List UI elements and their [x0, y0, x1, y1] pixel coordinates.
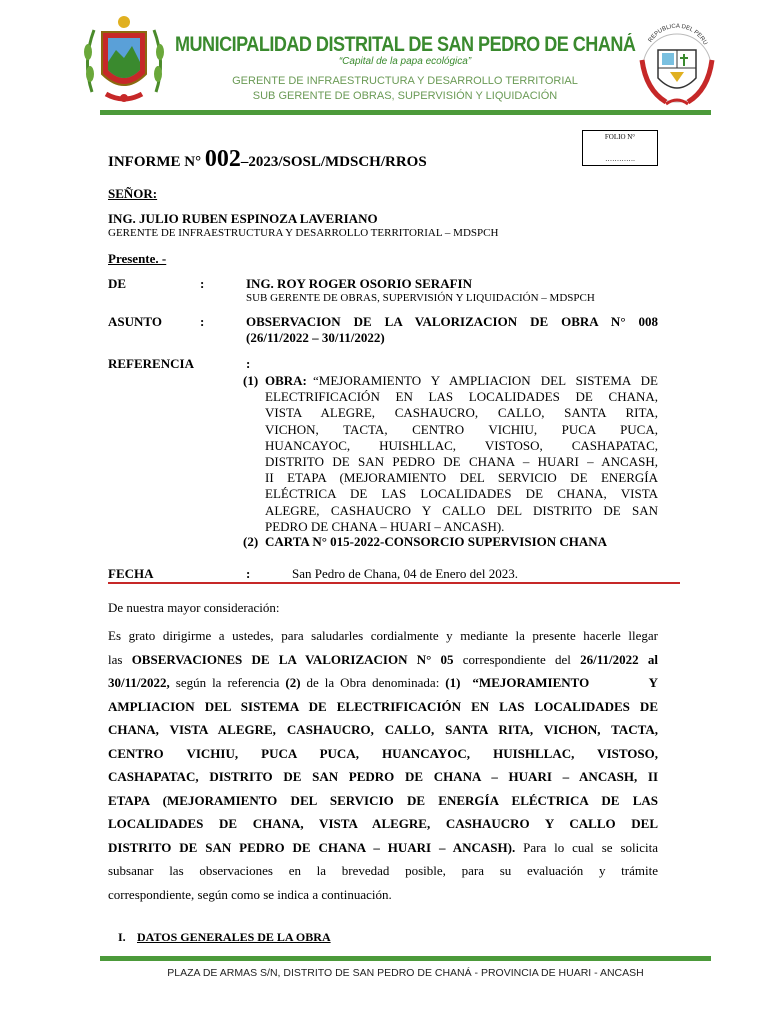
body-line: Es grato dirigirme a ustedes, para saludarles cordialmente y mediante la presente hacerle llegar [108, 628, 658, 643]
office-line-2: SUB GERENTE DE OBRAS, SUPERVISIÓN Y LIQUIDACIÓN [252, 90, 558, 102]
svg-text:REPUBLICA DEL PERU: REPUBLICA DEL PERU [647, 23, 708, 47]
informe-suffix: –2023/SOSL/MDSCH/RROS [240, 154, 427, 170]
ref1-line: ELECTRIFICACIÓN EN LAS LOCALIDADES DE CHANA, [265, 389, 658, 405]
body-text: según la referencia [169, 675, 286, 690]
body-bold: DISTRITO DE SAN PEDRO DE CHANA – HUARI – ANCASH). [108, 839, 516, 855]
municipality-title: MUNICIPALIDAD DISTRITAL DE SAN PEDRO DE CHANÁ [175, 33, 636, 56]
body-line: CENTRO VICHIU, PUCA PUCA, HUANCAYOC, HUISHLLAC, VISTOSO, [108, 745, 658, 761]
body-line: ETAPA (MEJORAMIENTO DEL SERVICIO DE ENERGÍA ELÉCTRICA DE LAS [108, 792, 658, 808]
presente-label: Presente. - [108, 251, 167, 266]
ref1-line: ALEGRE, CASHAUCRO Y CALLO DEL DISTRITO DE SAN [265, 502, 658, 518]
asunto-label: ASUNTO [108, 314, 162, 329]
greeting: De nuestra mayor consideración: [108, 600, 280, 615]
ref1-line: PEDRO DE CHANA – HUARI – ANCASH). [265, 518, 505, 534]
de-colon: : [200, 276, 205, 291]
ref1-heading: OBRA: [265, 373, 307, 388]
ref1-line: II ETAPA (MEJORAMIENTO DEL SERVICIO DE ENERGÍA [265, 470, 658, 486]
footer-address: PLAZA DE ARMAS S/N, DISTRITO DE SAN PEDRO DE CHANÁ - PROVINCIA DE HUARI - ANCASH [167, 967, 644, 979]
salutation: SEÑOR: [108, 186, 158, 201]
body-bold: 30/11/2022, [108, 675, 170, 690]
ref1-description [265, 373, 658, 535]
de-position: SUB GERENTE DE OBRAS, SUPERVISIÓN Y LIQUIDACIÓN – MDSPCH [246, 292, 595, 304]
referencia-label: REFERENCIA [108, 356, 194, 371]
fecha-divider [108, 582, 680, 584]
body-line: CHANA, VISTA ALEGRE, CASHAUCRO, CALLO, SANTA RITA, VICHON, TACTA, [108, 722, 658, 737]
body-text: de la Obra denominada: [300, 675, 446, 690]
body-line: CASHAPATAC, DISTRITO DE SAN PEDRO DE CHANA – HUARI – ANCASH, II [108, 769, 658, 784]
body-line [108, 648, 658, 672]
header-divider [100, 110, 711, 115]
body-line: LOCALIDADES DE CHANA, VISTA ALEGRE, CASHAUCRO Y CALLO DEL [108, 816, 658, 831]
body-line [108, 836, 658, 860]
body-paragraph [108, 624, 658, 906]
addressee-position: GERENTE DE INFRAESTRUCTURA Y DESARROLLO TERRITORIAL – MDSPCH [108, 227, 499, 239]
peru-national-seal-logo [636, 20, 718, 110]
ref1-line: VICHON, TACTA, CENTRO VICHIU, PUCA PUCA, [265, 421, 658, 437]
ref2-number: (2) [243, 534, 259, 549]
body-line: correspondiente, según como se indica a continuación. [108, 886, 392, 902]
asunto-colon: : [200, 314, 205, 329]
body-bold: (2) [285, 675, 301, 690]
section-number: I. [118, 930, 126, 944]
ref1-line: HUANCAYOC, HUISHLLAC, VISTOSO, CASHAPATAC, [265, 437, 658, 453]
ref1-number: (1) [243, 373, 259, 388]
ref2-text: CARTA N° 015-2022-CONSORCIO SUPERVISION CHANA [265, 534, 608, 549]
footer-divider [100, 956, 711, 961]
referencia-colon: : [246, 356, 251, 371]
informe-prefix: INFORME N° [108, 154, 202, 170]
asunto-line-1: OBSERVACION DE LA VALORIZACION DE OBRA N° 008 [246, 314, 658, 329]
fecha-value: San Pedro de Chana, 04 de Enero del 2023. [292, 566, 519, 581]
ref1-line: DISTRITO DE SAN PEDRO DE CHANA – HUARI – ANCASH, [265, 454, 658, 470]
addressee-name: ING. JULIO RUBEN ESPINOZA LAVERIANO [108, 211, 378, 226]
body-text: correspondiente del [453, 651, 581, 667]
de-name: ING. ROY ROGER OSORIO SERAFIN [246, 276, 472, 291]
folio-value: …………. [605, 155, 635, 163]
folio-box [582, 130, 658, 166]
folio-label: FOLIO N° [604, 133, 636, 141]
municipal-coat-of-arms-logo [78, 12, 170, 110]
ref1-line: ELÉCTRICA DE LAS LOCALIDADES DE CHANA, VISTA [265, 486, 658, 502]
section-title: DATOS GENERALES DE LA OBRA [137, 930, 331, 944]
informe-number: 002 [204, 146, 241, 172]
ref1-line: VISTA ALEGRE, CASHAUCRO, CALLO, SANTA RITA, [265, 405, 658, 421]
body-bold: (1) “MEJORAMIENTO Y [445, 675, 658, 690]
body-line: AMPLIACION DEL SISTEMA DE ELECTRIFICACIÓN EN LAS LOCALIDADES DE [108, 698, 658, 714]
office-line-1: GERENTE DE INFRAESTRUCTURA Y DESARROLLO TERRITORIAL [232, 75, 578, 87]
ref1-line: “MEJORAMIENTO Y AMPLIACION DEL SISTEMA DE [313, 373, 658, 388]
body-bold: OBSERVACIONES DE LA VALORIZACION N° 05 [131, 651, 454, 667]
body-bold: 26/11/2022 al [580, 651, 659, 667]
municipality-motto: “Capital de la papa ecológica” [338, 56, 472, 67]
fecha-colon: : [246, 566, 251, 581]
informe-title [108, 146, 427, 173]
fecha-label: FECHA [108, 566, 154, 581]
asunto-line-2: (26/11/2022 – 30/11/2022) [246, 330, 385, 345]
de-label: DE [108, 276, 127, 291]
body-line [108, 671, 658, 695]
body-text: las [108, 651, 132, 667]
body-text: Para lo cual se solicita [515, 839, 658, 855]
body-line: subsanar las observaciones en la brevedad posible, para su evaluación y trámite [108, 863, 658, 878]
